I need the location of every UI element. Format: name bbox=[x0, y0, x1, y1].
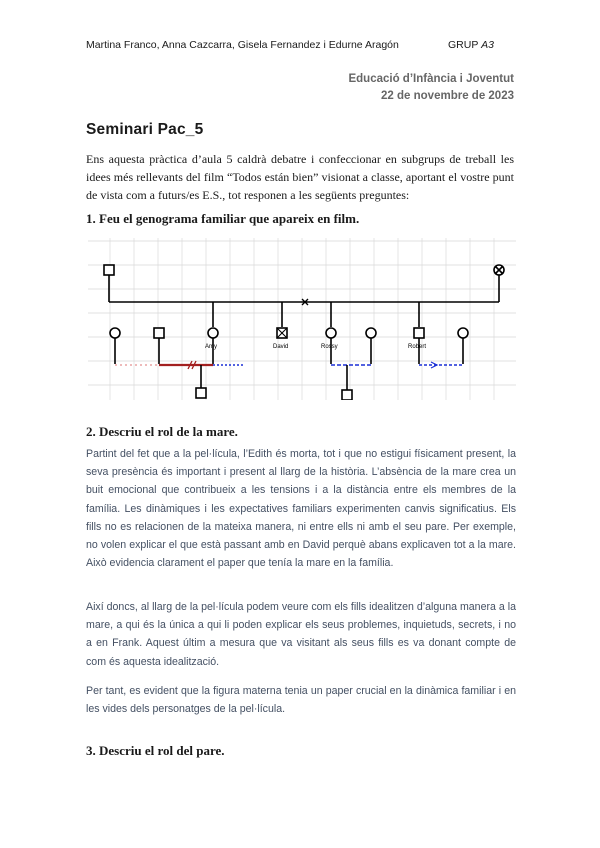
question-3: 3. Descriu el rol del pare. bbox=[86, 743, 225, 758]
group-label: GRUP bbox=[448, 39, 479, 51]
document-date: 22 de novembre de 2023 bbox=[381, 90, 514, 102]
answer-2-paragraph-2: Així doncs, al llarg de la pel·lícula podem veure com els fills idealitzen d’alguna manera a la mare, a qui és la única a qui li poden explicar els seus problemes, inquietuds, secrets, i no a en Frank. Aquest últim a mesura que va visitant als seus fills es va donant compte de com és aquesta idealització. bbox=[86, 601, 516, 668]
intro-paragraph: Ens aquesta pràctica d’aula 5 caldrà debatre i confeccionar en subgrups de treball les idees més rellevants del film “Todos están bien” visionat a classe, aportant el vostre punt de vista com a futurs/es E.S., tot responen a les següents preguntes: bbox=[86, 152, 514, 202]
answer-2-paragraph-1: Partint del fet que a la pel·lícula, l’Edith és morta, tot i que no estigui físicament present, la seva presència és important i present al llarg de la història. L’absència de la mare crea un buit emocional que contribueix a les tensions i a la distància entre els membres de la família. Les dinàmiques i les expectatives familiars experimenten canvis significatius. Els fills no es relacionen de la mateixa manera, ni entre ells ni amb el seu pare. Per exemple, no volen explicar el que està passant amb en David perquè abans explicaven tot a la mare. Això evidencia clarament el paper que tenía la mare en la família. bbox=[86, 448, 516, 570]
document-authors: Martina Franco, Anna Cazcarra, Gisela Fernandez i Edurne Aragón bbox=[86, 39, 399, 51]
label-amy: Amy bbox=[205, 344, 217, 350]
partner-robert-symbol bbox=[458, 328, 468, 338]
partner-rossy-symbol bbox=[366, 328, 376, 338]
group-line bbox=[448, 39, 494, 51]
robert-symbol bbox=[414, 328, 424, 338]
label-david: David bbox=[273, 344, 289, 350]
father-frank-symbol bbox=[104, 265, 114, 275]
grandchild-amy-symbol bbox=[196, 388, 206, 398]
rossy-symbol bbox=[326, 328, 336, 338]
label-robert: Robert bbox=[408, 344, 427, 350]
answer-2-paragraph-3: Per tant, es evident que la figura materna tenia un paper crucial en la dinàmica familiar i en les vides dels personatges de la pel·lícula. bbox=[86, 685, 516, 716]
course-name: Educació d’Infància i Joventut bbox=[348, 73, 514, 85]
genogram-diagram bbox=[88, 238, 516, 400]
question-1: 1. Feu el genograma familiar que apareix en film. bbox=[86, 211, 360, 226]
genogram-grid bbox=[88, 238, 516, 400]
label-rossy: Rossy bbox=[321, 344, 338, 350]
page-title: Seminari Pac_5 bbox=[86, 121, 204, 138]
question-2: 2. Descriu el rol de la mare. bbox=[86, 424, 238, 439]
grandchild-rossy-symbol bbox=[342, 390, 352, 400]
group-id: A3 bbox=[481, 39, 494, 51]
amy-symbol bbox=[208, 328, 218, 338]
partner-1-symbol bbox=[110, 328, 120, 338]
partner-amy-symbol bbox=[154, 328, 164, 338]
